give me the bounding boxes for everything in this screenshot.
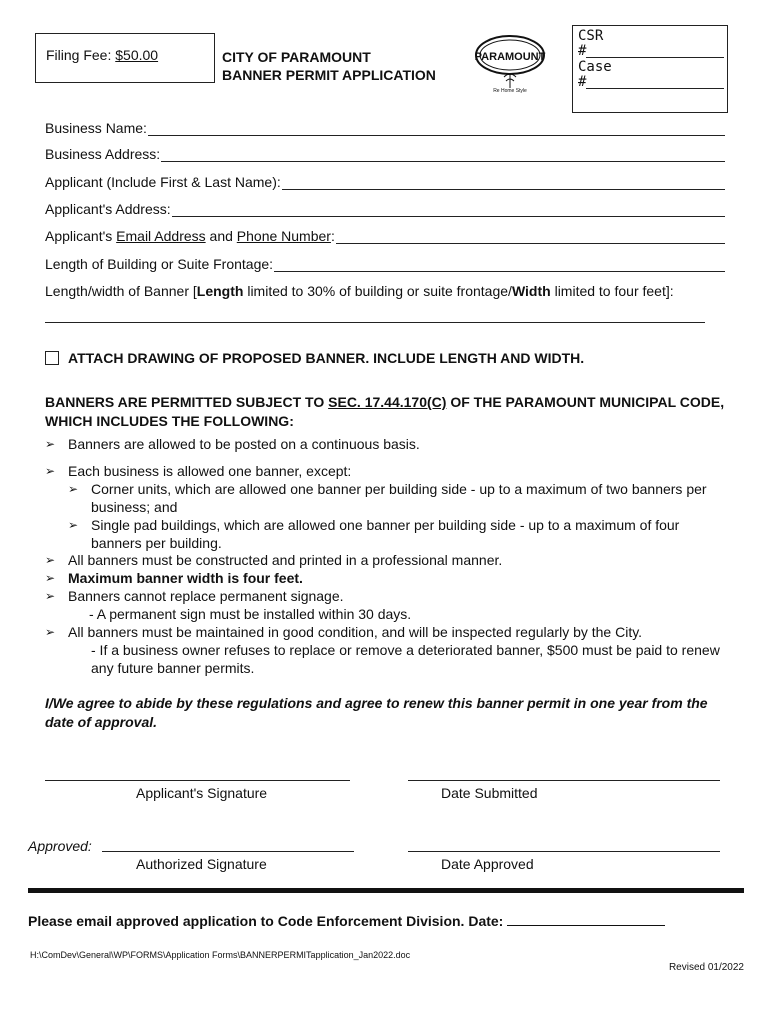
date-approved-line[interactable] xyxy=(408,851,720,852)
applicant-name-label: Applicant (Include First & Last Name): xyxy=(45,174,281,190)
city-logo xyxy=(470,33,552,93)
contact-label: Applicant's Email Address and Phone Number: xyxy=(45,228,335,244)
csr-label: CSR xyxy=(578,28,604,44)
file-path: H:\ComDev\General\WP\FORMS\Application Forms\BANNERPERMITapplication_Jan2022.doc xyxy=(30,950,411,960)
banner-size-line[interactable] xyxy=(45,322,705,323)
case-label: Case xyxy=(578,59,612,75)
date-submitted-line[interactable] xyxy=(408,780,720,781)
filing-fee-label: Filing Fee: xyxy=(46,47,112,63)
applicant-address-line[interactable] xyxy=(172,202,725,217)
applicant-name-field[interactable] xyxy=(45,174,725,190)
frontage-line[interactable] xyxy=(274,257,725,272)
logo-subtext: Re Home Style xyxy=(493,88,527,93)
business-name-field[interactable] xyxy=(45,120,725,136)
list-item: ➢ Banners are allowed to be posted on a continuous basis. xyxy=(45,436,420,452)
list-subitem: - If a business owner refuses to replace or remove a deteriorated banner, $500 must be paid to renew any future banner permits. xyxy=(91,642,720,676)
list-item: ➢ Single pad buildings, which are allowed one banner per building side - up to a maximum of four banners per building. xyxy=(68,517,680,551)
logo-text: PARAMOUNT xyxy=(474,51,546,63)
authorized-signature-label: Authorized Signature xyxy=(136,856,267,872)
page-title xyxy=(222,48,436,84)
email-instruction: Please email approved application to Code Enforcement Division. Date: xyxy=(28,913,665,929)
agreement-text: I/We agree to abide by these regulations and agree to renew this banner permit in one year from the date of approval. xyxy=(45,695,708,730)
banner-size-label: Length/width of Banner [Length limited to 30% of building or suite frontage/Width limited to four feet]: xyxy=(45,283,674,299)
business-address-line[interactable] xyxy=(161,147,725,162)
contact-field[interactable] xyxy=(45,228,725,244)
frontage-label: Length of Building or Suite Frontage: xyxy=(45,256,274,272)
business-name-line[interactable] xyxy=(148,121,725,136)
case-number-field[interactable] xyxy=(578,74,724,90)
case-hash: # xyxy=(578,74,587,90)
list-item: ➢ All banners must be constructed and printed in a professional manner. xyxy=(45,552,503,568)
frontage-field[interactable] xyxy=(45,256,725,272)
filing-fee xyxy=(46,47,158,63)
arrow-bullet-icon: ➢ xyxy=(45,553,56,567)
contact-line[interactable] xyxy=(336,229,725,244)
list-subitem: - A permanent sign must be installed within 30 days. xyxy=(89,606,412,622)
list-item: ➢ Maximum banner width is four feet. xyxy=(45,570,303,586)
csr-number-field[interactable] xyxy=(578,43,724,59)
attach-instruction: ATTACH DRAWING OF PROPOSED BANNER. INCLUDE LENGTH AND WIDTH. xyxy=(68,350,585,366)
title-form: BANNER PERMIT APPLICATION xyxy=(222,67,436,83)
revision-date: Revised 01/2022 xyxy=(668,962,744,973)
csr-hash: # xyxy=(578,43,587,59)
applicant-signature-label: Applicant's Signature xyxy=(136,785,268,801)
email-date-line[interactable] xyxy=(507,913,665,926)
applicant-signature-line[interactable] xyxy=(45,780,350,781)
arrow-bullet-icon: ➢ xyxy=(45,589,56,603)
applicant-address-field[interactable] xyxy=(45,201,725,217)
attach-checkbox[interactable] xyxy=(45,351,59,365)
list-item: ➢ Banners cannot replace permanent signage. xyxy=(45,588,344,604)
applicant-name-line[interactable] xyxy=(282,175,725,190)
date-approved-label: Date Approved xyxy=(441,856,534,872)
arrow-bullet-icon: ➢ xyxy=(45,464,56,478)
business-address-label: Business Address: xyxy=(45,146,161,162)
arrow-bullet-icon: ➢ xyxy=(45,625,56,639)
rules-heading: BANNERS ARE PERMITTED SUBJECT TO SEC. 17.44.170(C) OF THE PARAMOUNT MUNICIPAL CODE, WHICH INCLUDES THE FOLLOWING: xyxy=(45,394,725,429)
list-item: ➢ Corner units, which are allowed one banner per building side - up to a maximum of two banners per business; and xyxy=(68,481,707,515)
arrow-bullet-icon: ➢ xyxy=(68,482,79,496)
list-item: ➢ Each business is allowed one banner, except: xyxy=(45,463,352,479)
arrow-bullet-icon: ➢ xyxy=(45,437,56,451)
date-submitted-label: Date Submitted xyxy=(441,785,538,801)
business-name-label: Business Name: xyxy=(45,120,147,136)
arrow-bullet-icon: ➢ xyxy=(68,518,79,532)
applicant-address-label: Applicant's Address: xyxy=(45,201,171,217)
approved-label: Approved: xyxy=(28,838,92,854)
divider xyxy=(28,888,744,893)
title-city: CITY OF PARAMOUNT xyxy=(222,49,371,65)
list-item: ➢ All banners must be maintained in good condition, and will be inspected regularly by the City. xyxy=(45,624,643,640)
authorized-signature-line[interactable] xyxy=(102,851,354,852)
arrow-bullet-icon: ➢ xyxy=(45,571,56,585)
business-address-field[interactable] xyxy=(45,146,725,162)
filing-fee-amount: $50.00 xyxy=(115,47,159,63)
